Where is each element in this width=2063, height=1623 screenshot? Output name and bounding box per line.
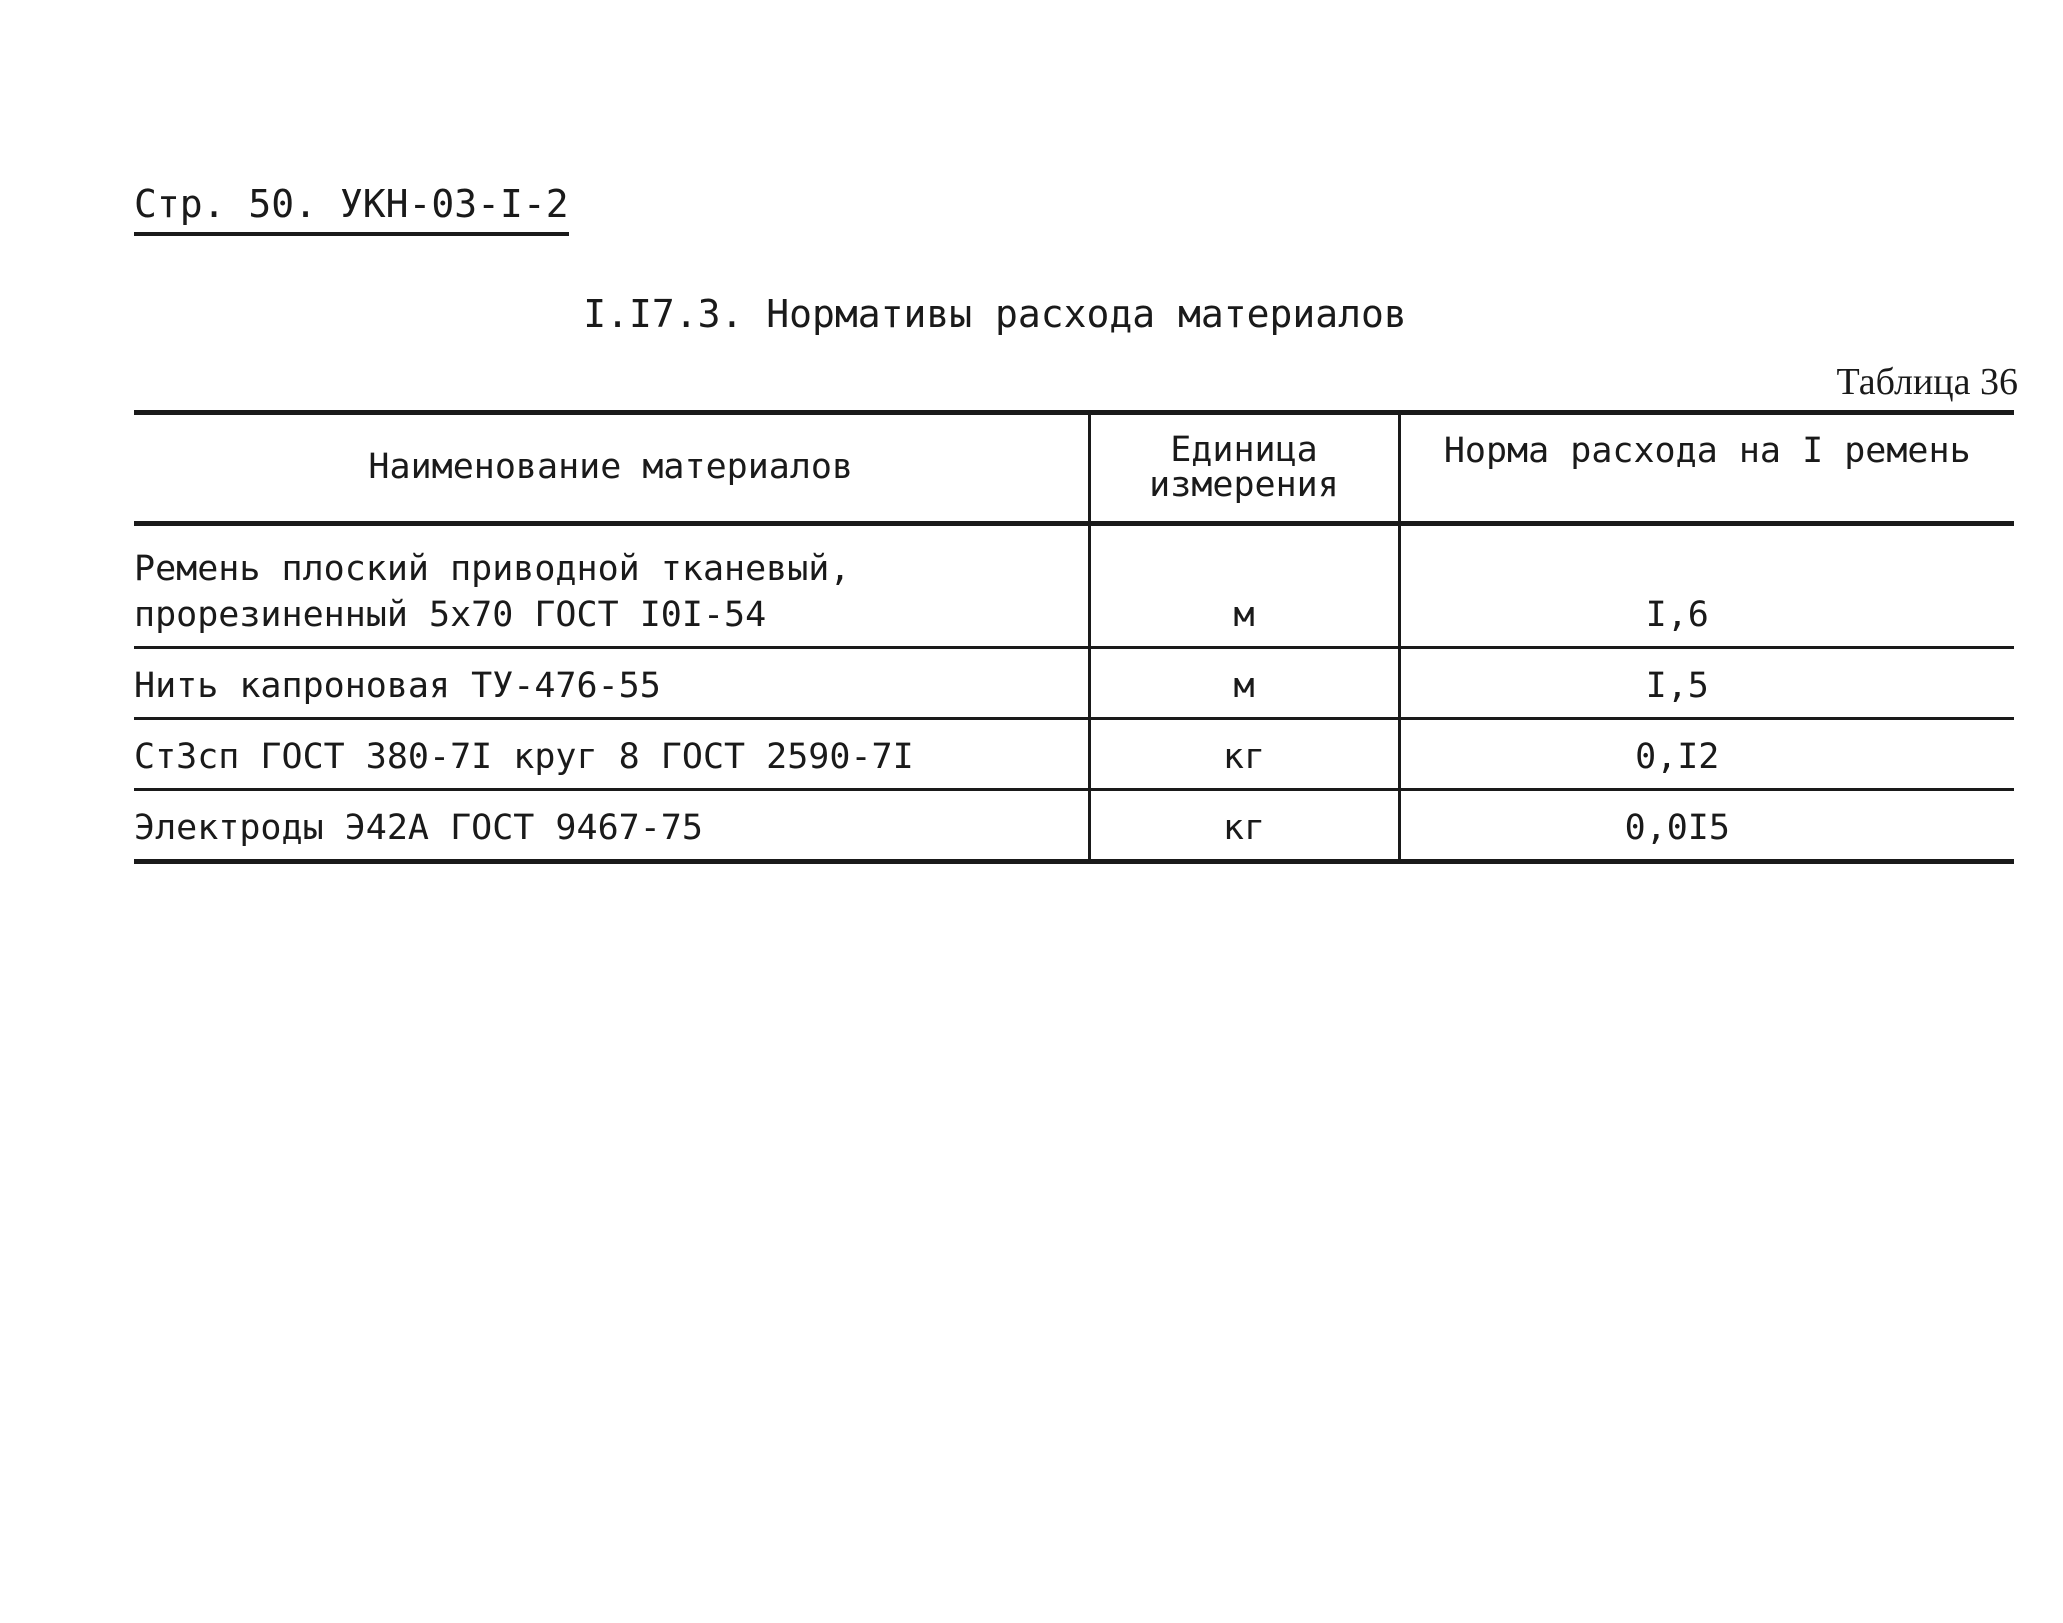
column-header-norm: Норма расхода на I ремень [1399,413,2014,524]
section-title: I.I7.3. Нормативы расхода материалов [583,292,1407,336]
norm-cell: 0,I2 [1399,719,2014,790]
material-name-cell: Электроды Э42А ГОСТ 9467-75 [134,807,703,848]
table-row [134,719,2014,790]
column-header-unit: Единица измерения [1089,413,1399,524]
table-row [134,790,2014,862]
unit-cell: кг [1089,790,1399,862]
unit-cell: м [1089,648,1399,719]
column-header-material-name: Наименование материалов [368,447,854,488]
table-row [134,648,2014,719]
unit-cell: кг [1089,719,1399,790]
page-reference: Стр. 50. УКН-03-I-2 [134,182,569,236]
table-row [134,524,2014,648]
material-name-cell: Ст3сп ГОСТ 380-7I круг 8 ГОСТ 2590-7I [134,736,914,777]
materials-norms-table [134,410,2014,864]
norm-cell: I,5 [1399,648,2014,719]
table-header-row [134,413,2014,524]
material-name-cell: Нить капроновая ТУ-476-55 [134,665,661,706]
norm-cell: I,6 [1399,524,2014,648]
table-number-label: Таблица 36 [1836,361,2018,403]
material-name-cell: Ремень плоский приводной тканевый, прорезиненный 5х70 ГОСТ I0I-54 [134,549,851,635]
unit-cell: м [1089,524,1399,648]
norm-cell: 0,0I5 [1399,790,2014,862]
